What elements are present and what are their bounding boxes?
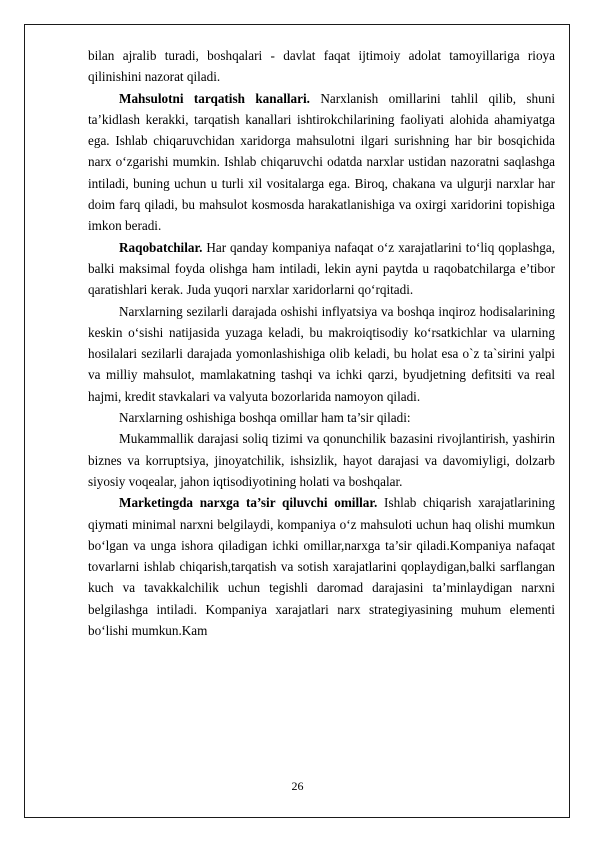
paragraph-2-text: Narxlanish omillarini tahlil qilib, shuni ta’kidlash kerakki, tarqatish kanallari ishtirokchilarining faoliyati alohida ahamiyatga ega. Ishlab chiqaruvchidan xaridorga mahsulotni ilgari surishning har bir bosqichida narx o‘zgarishi mumkin. Ishlab chiqaruvchi odatda narxlar ustidan nazoratni saqlashga intiladi, buning uchun u turli xil vositalarga ega. Biroq, chakana va ulgurji narxlar har doim farq qiladi, bu mahsulot kosmosda harakatlanishiga va oxirgi xaridorini topishiga imkon beradi. (88, 90, 556, 234)
paragraph-6 (88, 428, 555, 492)
heading-marketing-factors: Marketingda narxga ta’sir qiluvchi omillar. (119, 495, 378, 511)
document-body (88, 45, 555, 641)
paragraph-5-text: Narxlarning oshishiga boshqa omillar ham ta’sir qiladi: (119, 410, 411, 426)
paragraph-4 (88, 301, 555, 407)
paragraph-7-text: Ishlab chiqarish xarajatlarining qiymati minimal narxni belgilaydi, kompaniya o‘z mahsuloti uchun haq olishi mumkun bo‘lgan va unga ishora qiladigan ichki omillar,narxga ta’sir qiladi.Kompaniya nafaqat tovarlarni ishlab chiqarish,tarqatish va sotish xarajatlarini qoplaydigan,balki sarflangan kuch va tavakkalchilik uchun tegishli daromad darajasini ta’minlaydigan narxni belgilashga intiladi. Kompaniya xarajatlari narx strategiyasining muhum elementi bo‘lishi mumkun.Kam (88, 495, 555, 639)
paragraph-6-text: Mukammallik darajasi soliq tizimi va qonunchilik bazasini rivojlantirish, yashirin biznes va korruptsiya, jinoyatchilik, ishsizlik, hayot darajasi va davomiyligi, dolzarb siyosiy voqealar, jahon iqtisodiyotining holati va boshqalar. (88, 431, 555, 489)
paragraph-5 (88, 407, 555, 428)
heading-competitors: Raqobatchilar. (119, 239, 203, 255)
paragraph-4-text: Narxlarning sezilarli darajada oshishi inflyatsiya va boshqa inqiroz hodisalarining keskin o‘sishi natijasida yuzaga keladi, bu makroiqtisodiy ko‘rsatkichlar va ularning hosilalari sezilarli darajada yomonlashishiga olib keladi, bu holat esa o`z ta`sirini yalpi va milliy mahsulot, mamlakatning tashqi va ichki qarzi, byudjetning defitsiti va real hajmi, kredit stavkalari va valyuta bozorlarida namoyon qiladi. (88, 303, 555, 404)
paragraph-competitors (88, 237, 555, 301)
paragraph-marketing-factors (88, 492, 555, 641)
heading-distribution-channels: Mahsulotni tarqatish kanallari. (119, 90, 310, 106)
page-number: 26 (291, 779, 304, 793)
paragraph-distribution-channels (88, 88, 555, 237)
paragraph-1 (88, 45, 555, 88)
paragraph-3-text: Har qanday kompaniya nafaqat o‘z xarajatlarini to‘liq qoplashga, balki maksimal foyda olishga ham intiladi, lekin ayni paytda u raqobatchilarga e’tibor qaratishlari kerak. Juda yuqori narxlar xaridorlarni qo‘rqitadi. (88, 239, 555, 298)
paragraph-1-text: bilan ajralib turadi, boshqalari - davlat faqat ijtimoiy adolat tamoyillariga rioya qilinishini nazorat qiladi. (88, 48, 555, 85)
